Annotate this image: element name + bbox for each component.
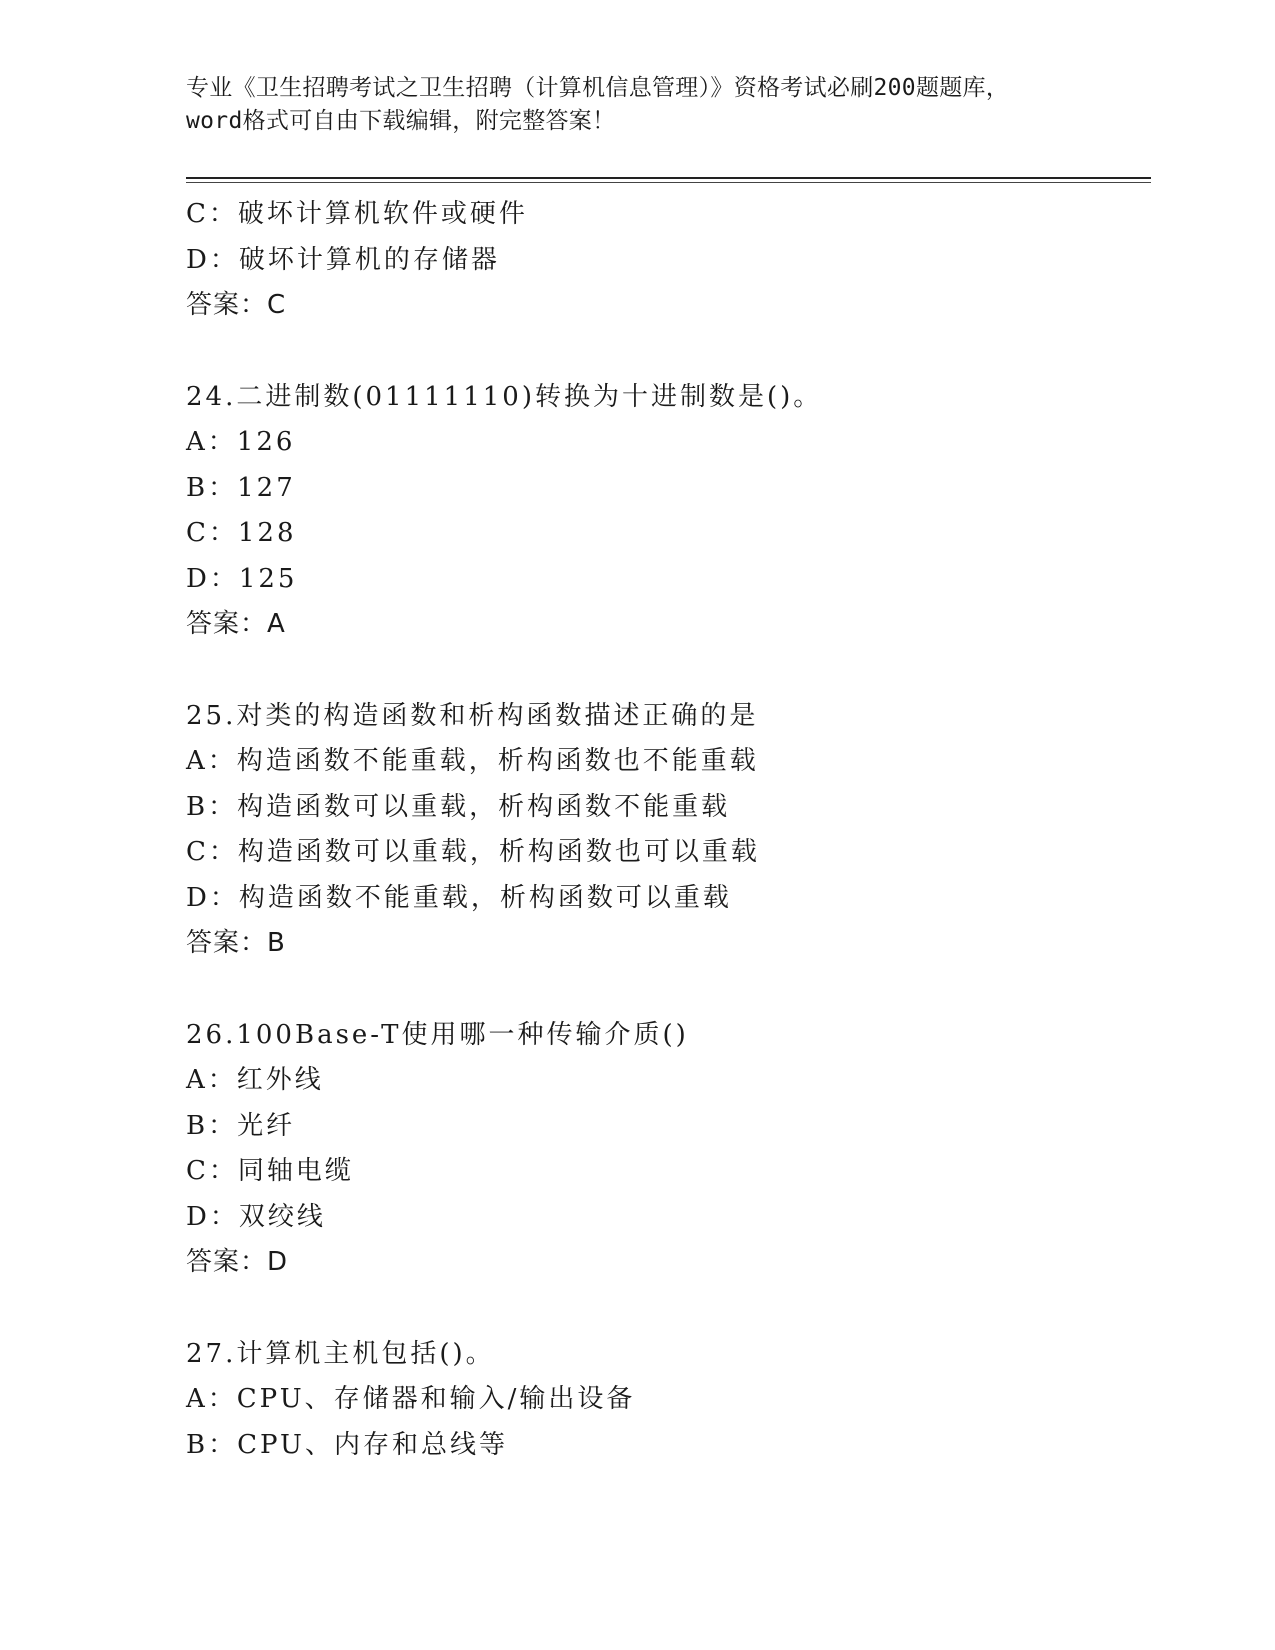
option-d: D：破坏计算机的存储器 <box>186 244 500 275</box>
header-title-line-2: word格式可自由下载编辑，附完整答案！ <box>186 108 616 134</box>
option-b: B：127 <box>186 472 296 503</box>
question-26 <box>186 1013 1146 1286</box>
option-b: B：构造函数可以重载，析构函数不能重载 <box>186 791 731 822</box>
document-header <box>186 72 1086 138</box>
option-a: A：CPU、存储器和输入/输出设备 <box>186 1384 636 1414</box>
header-title-line-1: 专业《卫生招聘考试之卫生招聘（计算机信息管理）》资格考试必刷200题题库， <box>186 75 1010 101</box>
header-divider-thick <box>186 177 1151 179</box>
option-d: D：构造函数不能重载，析构函数可以重载 <box>186 882 732 913</box>
question-25 <box>186 694 1146 967</box>
spacer <box>186 967 1146 1013</box>
question-stem: 27.计算机主机包括()。 <box>186 1338 495 1369</box>
question-stem: 24.二进制数(01111110)转换为十进制数是()。 <box>186 381 823 412</box>
option-a: A：红外线 <box>186 1065 324 1095</box>
option-c: C：同轴电缆 <box>186 1156 354 1186</box>
option-d: D：125 <box>186 563 298 594</box>
answer-line: 答案：D <box>186 1247 289 1277</box>
option-a: A：构造函数不能重载，析构函数也不能重载 <box>186 746 759 776</box>
answer-line: 答案：C <box>186 290 287 320</box>
option-c: C：128 <box>186 518 297 548</box>
question-27 <box>186 1332 1146 1469</box>
option-a: A：126 <box>186 427 296 457</box>
spacer <box>186 648 1146 694</box>
question-stem: 26.100Base-T使用哪一种传输介质() <box>186 1019 689 1050</box>
option-d: D：双绞线 <box>186 1201 326 1232</box>
option-c: C：破坏计算机软件或硬件 <box>186 199 528 229</box>
option-b: B：光纤 <box>186 1110 296 1141</box>
option-c: C：构造函数可以重载，析构函数也可以重载 <box>186 837 760 867</box>
answer-line: 答案：B <box>186 928 286 958</box>
answer-line: 答案：A <box>186 609 286 639</box>
option-b: B：CPU、内存和总线等 <box>186 1429 508 1460</box>
question-23-fragment <box>186 192 1146 329</box>
question-list <box>186 192 1146 1468</box>
spacer <box>186 329 1146 375</box>
spacer <box>186 1286 1146 1332</box>
header-divider-thin <box>186 182 1151 183</box>
question-stem: 25.对类的构造函数和析构函数描述正确的是 <box>186 700 759 731</box>
question-24 <box>186 375 1146 648</box>
